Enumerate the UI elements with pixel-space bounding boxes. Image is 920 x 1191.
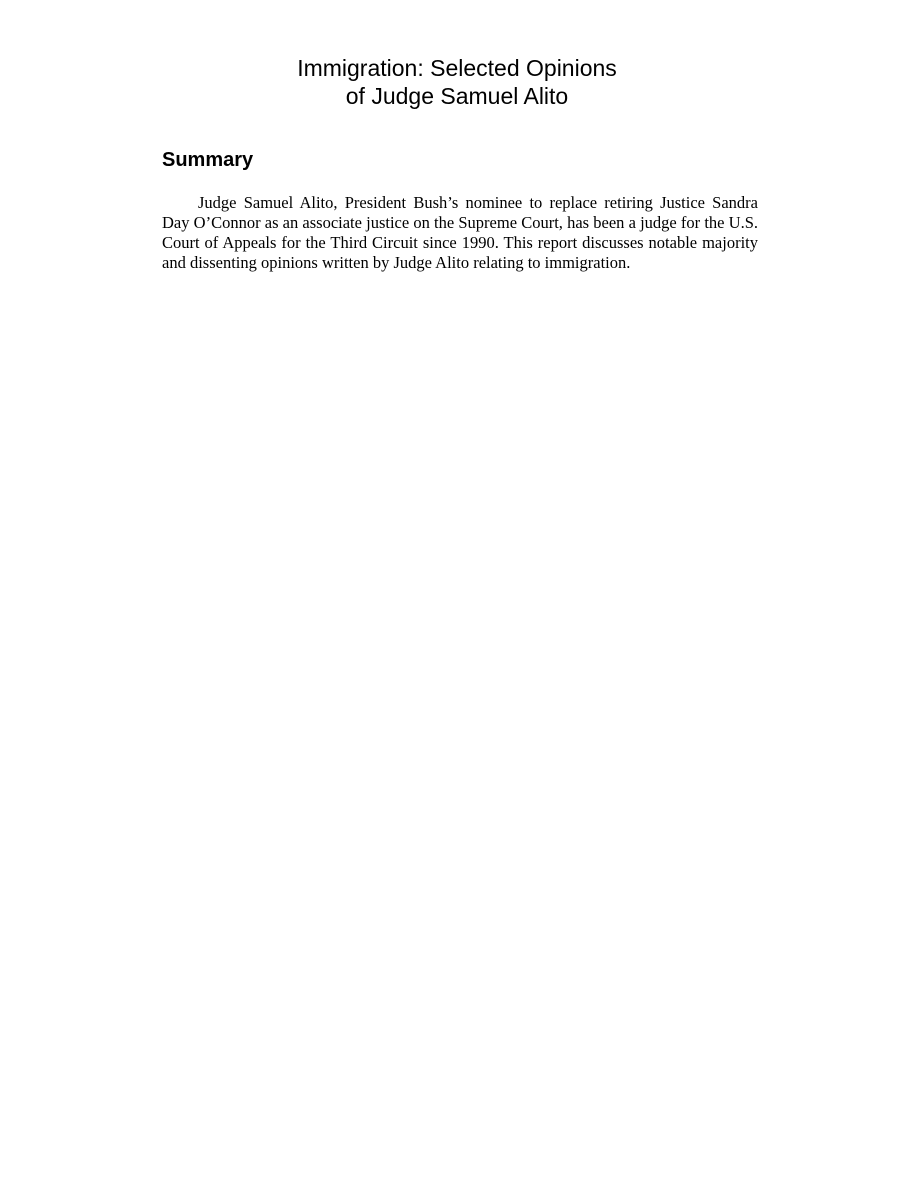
page-title [0,54,914,110]
summary-paragraph: Judge Samuel Alito, President Bush’s nominee to replace retiring Justice Sandra Day O’Connor as an associate justice on the Supreme Court, has been a judge for the U.S. Court of Appeals for the Third Circuit since 1990. This report discusses notable majority and dissenting opinions written by Judge Alito relating to immigration. [162,193,758,272]
page-title-line-1: Immigration: Selected Opinions [297,55,617,81]
page-title-line-2: of Judge Samuel Alito [345,83,569,109]
summary-heading: Summary [162,149,254,171]
